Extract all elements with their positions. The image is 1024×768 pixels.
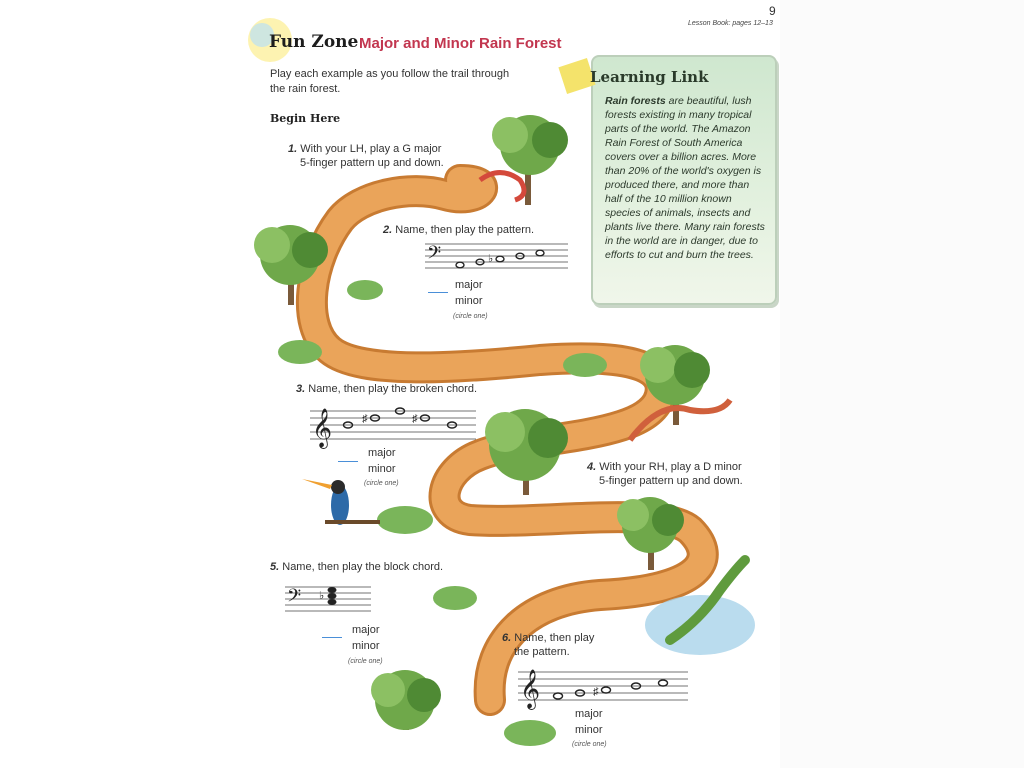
learning-link-text [605, 94, 765, 262]
step-3-option-minor[interactable]: minor [368, 463, 396, 475]
step-2-answer-blank[interactable] [428, 292, 448, 293]
step-6-option-major[interactable]: major [575, 708, 603, 720]
begin-here-label: Begin Here [270, 112, 341, 125]
step-1-text-line1: With your LH, play a G major [300, 143, 442, 155]
step-4-text-line1: With your RH, play a D minor [599, 461, 742, 473]
step-1-number: 1. [288, 143, 298, 155]
sharp-icon: ♯ [362, 413, 368, 425]
step-5-text: Name, then play the block chord. [282, 561, 444, 573]
treble-clef-icon-2: 𝄞 [520, 669, 541, 709]
step-5-number: 5. [270, 561, 280, 573]
intro-text: Play each example as you follow the trail through the rain forest. [270, 68, 510, 95]
step-6-notes [554, 680, 668, 699]
step-6-number: 6. [502, 632, 512, 644]
step-3-number: 3. [296, 383, 306, 395]
step-3-treble-staff [310, 407, 478, 448]
step-5 [270, 560, 443, 574]
step-3-circle-note: (circle one) [364, 480, 399, 487]
step-6-text-line1: Name, then play [514, 632, 595, 644]
step-3 [296, 382, 477, 396]
step-1-text-line2: 5-finger pattern up and down. [300, 157, 444, 169]
bass-clef-icon: 𝄢 [427, 243, 442, 268]
step-2-notes [456, 250, 544, 268]
step-5-bass-staff [285, 585, 373, 615]
step-3-text: Name, then play the broken chord. [308, 383, 478, 395]
step-2-option-major[interactable]: major [455, 279, 483, 291]
tree-bottom-left [371, 670, 441, 730]
flat-icon-2: ♭ [319, 590, 325, 602]
step-6 [502, 631, 594, 659]
step-2-circle-note: (circle one) [453, 313, 488, 320]
step-2-bass-staff [425, 242, 570, 272]
treble-clef-icon: 𝄞 [312, 408, 333, 448]
step-5-option-minor[interactable]: minor [352, 640, 380, 652]
fun-zone-label: Fun Zone [269, 32, 359, 52]
step-2 [383, 223, 534, 237]
step-6-circle-note: (circle one) [572, 741, 607, 748]
lesson-book-reference: Lesson Book: pages 12–13 [688, 20, 773, 27]
flat-icon: ♭ [488, 253, 494, 265]
tree-right-lower [617, 497, 684, 570]
step-3-answer-blank[interactable] [338, 461, 358, 462]
page-number: 9 [769, 4, 776, 18]
tree-top [492, 115, 568, 205]
bass-clef-icon-2: 𝄢 [287, 586, 302, 611]
step-5-answer-blank[interactable] [322, 637, 342, 638]
sharp-icon-3: ♯ [593, 686, 599, 698]
step-2-text: Name, then play the pattern. [395, 224, 535, 236]
learning-link-lead: Rain forests [605, 95, 666, 107]
step-6-option-minor[interactable]: minor [575, 724, 603, 736]
step-1 [288, 142, 444, 170]
step-5-option-major[interactable]: major [352, 624, 380, 636]
water-pool [645, 595, 755, 655]
step-2-number: 2. [383, 224, 393, 236]
sharp-icon-2: ♯ [412, 413, 418, 425]
step-2-option-minor[interactable]: minor [455, 295, 483, 307]
step-4-text-line2: 5-finger pattern up and down. [599, 475, 743, 487]
learning-link-title: Learning Link [590, 68, 709, 86]
step-4 [587, 460, 743, 488]
step-6-text-line2: the pattern. [514, 646, 570, 658]
page-title: Major and Minor Rain Forest [359, 35, 562, 52]
step-6-treble-staff [518, 668, 690, 709]
step-3-option-major[interactable]: major [368, 447, 396, 459]
tree-center [485, 409, 568, 495]
step-4-number: 4. [587, 461, 597, 473]
step-5-circle-note: (circle one) [348, 658, 383, 665]
step-5-chord [328, 587, 337, 605]
learning-link-body: are beautiful, lush forests existing in many tropical parts of the world. The Amazon Rain Forest of South America covers over a billion acres. More than 20% of the world's oxygen is produced there, and more than half of the 10 million known species of animals, insects and plants live there. Many rain forests in the world are in danger, due to efforts to cut and burn the trees. [605, 95, 765, 261]
